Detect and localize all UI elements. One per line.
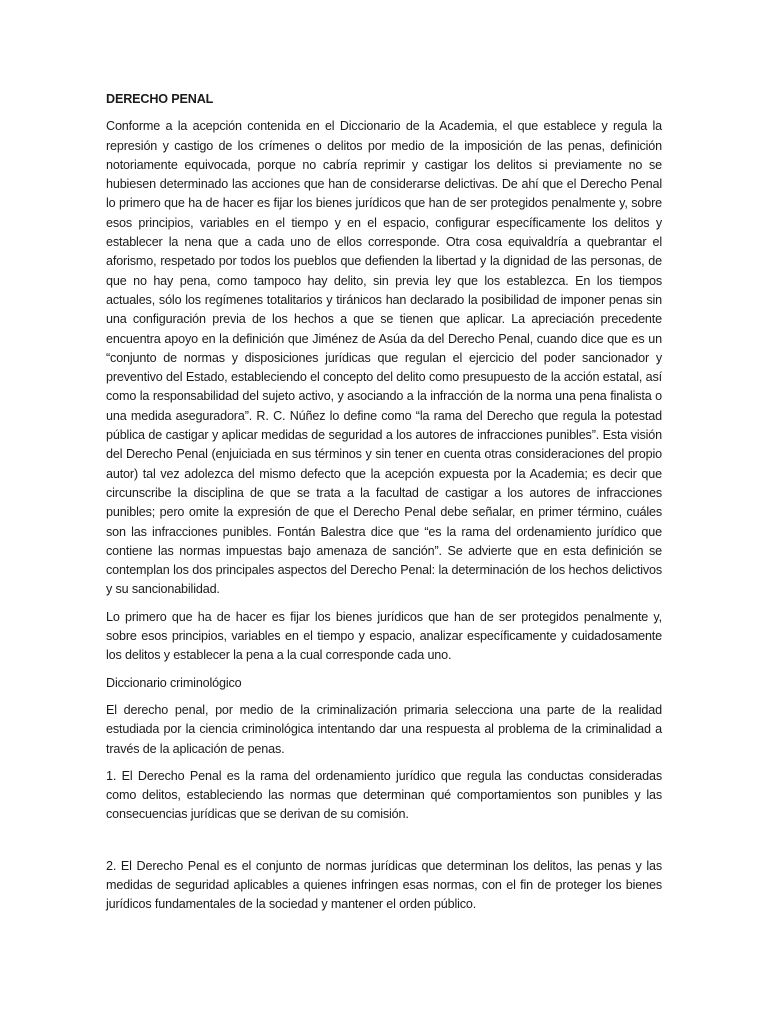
document-page [106,90,662,923]
paragraph-criminalizacion: El derecho penal, por medio de la criminalización primaria selecciona una parte de la realidad estudiada por la ciencia criminológica intentando dar una respuesta al problema de la criminalidad a través de la aplicación de penas. [106,702,662,756]
paragraph-definition-academia: Conforme a la acepción contenida en el Diccionario de la Academia, el que establece y regula la represión y castigo de los crímenes o delitos por medio de la imposición de las penas, definición notoriamente equivocada, porque no cabría reprimir y castigar los delitos si previamente no se hubiesen determinado las acciones que han de considerarse delictivas. De ahí que el Derecho Penal lo primero que ha de hacer es fijar los bienes jurídicos que han de ser protegidos penalmente y, sobre esos principios, variables en el tiempo y en el espacio, configurar específicamente los delitos y establecer la nena que a cada uno de ellos corresponde. Otra cosa equivaldría a quebrantar el aforismo, respetado por todos los pueblos que defienden la libertad y la dignidad de las personas, de que no hay pena, como tampoco hay delito, sin previa ley que los establezca. En los tiempos actuales, sólo los regímenes totalitarios y tiránicos han declarado la posibilidad de imponer penas sin una configuración previa de los hechos a que se tienen que aplicar. La apreciación precedente encuentra apoyo en la definición que Jiménez de Asúa da del Derecho Penal, cuando dice que es un “conjunto de normas y disposiciones jurídicas que regulan el ejercicio del poder sancionador y preventivo del Estado, estableciendo el concepto del delito como presupuesto de la acción estatal, así como la responsabilidad del sujeto activo, y asociando a la infracción de la norma una pena finalista o una medida aseguradora”. R. C. Núñez lo define como “la rama del Derecho que regula la potestad pública de castigar y aplicar medidas de seguridad a los autores de infracciones punibles”. Esta visión del Derecho Penal (enjuiciada en sus términos y sin tener en cuenta otras consideraciones del propio autor) tal vez adolezca del mismo defecto que la acepción expuesta por la Academia; es decir que circunscribe la disciplina de que se trata a la facultad de castigar a los autores de infracciones punibles; pero omite la expresión de que el Derecho Penal debe señalar, en primer término, cuáles son las infracciones punibles. Fontán Balestra dice que “es la rama del ordenamiento jurídico que contiene las normas impuestas bajo amenaza de sanción”. Se advierte que en esta definición se contemplan los dos principales aspectos del Derecho Penal: la determinación de los hechos delictivos y su sancionabilidad. [106,119,662,597]
paragraph-definition-2: 2. El Derecho Penal es el conjunto de normas jurídicas que determinan los delitos, las penas y las medidas de seguridad aplicables a quienes infringen esas normas, con el fin de proteger los bienes jurídicos fundamentales de la sociedad y mantener el orden público. [106,858,662,912]
section-heading-diccionario: Diccionario criminológico [106,675,242,690]
document-title: DERECHO PENAL [106,92,214,106]
paragraph-bienes-juridicos: Lo primero que ha de hacer es fijar los bienes jurídicos que han de ser protegidos penalmente y, sobre esos principios, variables en el tiempo y espacio, analizar específicamente y cuidadosamente los delitos y establecer la pena a la cual corresponde cada uno. [106,609,662,663]
paragraph-definition-1: 1. El Derecho Penal es la rama del ordenamiento jurídico que regula las conductas consideradas como delitos, estableciendo las normas que determinan qué comportamientos son punibles y las consecuencias jurídicas que se derivan de su comisión. [106,768,662,822]
